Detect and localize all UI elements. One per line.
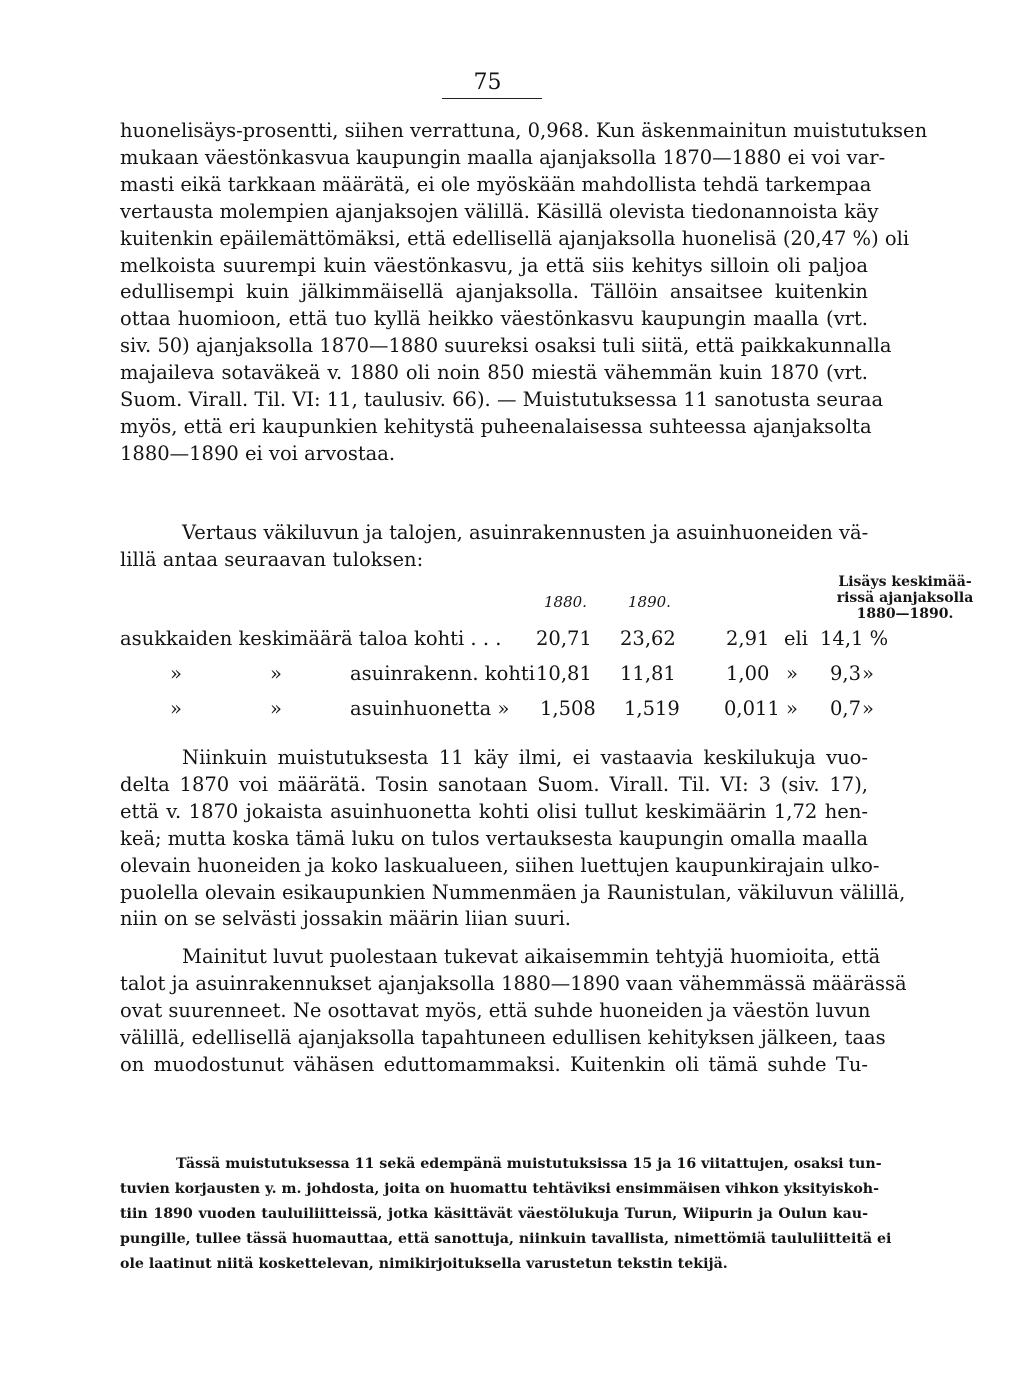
header-1880: 1880. [544, 593, 587, 611]
value-1880: 10,81 [536, 662, 592, 685]
increase-percent: 14,1 % [820, 627, 889, 650]
footnote-line: pungille, tullee tässä huomauttaa, että sanottuja, niinkuin tavallista, nimettömiä taululiitteitä ei [120, 1231, 892, 1247]
ditto-mark: » [862, 662, 874, 685]
row-label: asuinhuonetta » [350, 697, 510, 720]
text-line: Vertaus väkiluvun ja talojen, asuinrakennusten ja asuinhuoneiden vä- [182, 521, 869, 544]
value-1880: 20,71 [536, 627, 592, 650]
footnote-line: tiin 1890 vuoden tauluiliitteissä, jotka käsittävät väestölukuja Turun, Wiipurin ja Oulun kau- [120, 1206, 868, 1222]
text-line: siv. 50) ajanjaksolla 1870—1880 suureksi osaksi tuli siitä, että paikkakunnalla [120, 334, 892, 358]
paragraph-4 [120, 944, 907, 1079]
text-line: myös, että eri kaupunkien kehitystä puheenalaisessa suhteessa ajanjaksolta [120, 414, 872, 438]
text-line: puolella olevain esikaupunkien Nummenmäen ja Raunistulan, väkiluvun välillä, [120, 880, 906, 904]
increase-header [820, 574, 990, 622]
text-line: huonelisäys-prosentti, siihen verrattuna, 0,968. Kun äskenmainitun muistutuksen [120, 119, 928, 142]
text-line: melkoista suurempi kuin väestönkasvu, ja että siis kehitys silloin oli paljoa [120, 253, 868, 277]
text-line: on muodostunut vähäsen eduttomammaksi. Kuitenkin oli tämä suhde Tu- [120, 1052, 868, 1076]
text-line: ovat suurenneet. Ne osottavat myös, että suhde huoneiden ja väestön luvun [120, 998, 871, 1022]
text-line: mukaan väestönkasvua kaupungin maalla ajanjaksolla 1870—1880 ei voi var- [120, 145, 886, 169]
increase-value: 1,00 [726, 662, 770, 685]
text-line: olevain huoneiden ja koko laskualueen, siihen luettujen kaupunkirajain ulko- [120, 853, 880, 877]
paragraph-1 [120, 118, 928, 468]
footnote-line: tuvien korjausten y. m. johdosta, joita on huomattu tehtäviksi ensimmäisen vihkon yksityiskoh- [120, 1181, 879, 1197]
text-line: lillä antaa seuraavan tuloksen: [120, 547, 424, 571]
ditto-mark: » [786, 662, 798, 685]
value-1880: 1,508 [540, 697, 596, 720]
connector: eli [784, 627, 809, 650]
paragraph-3 [120, 745, 906, 933]
text-line: edullisempi kuin jälkimmäisellä ajanjaksolla. Tällöin ansaitsee kuitenkin [120, 280, 868, 304]
comparison-table [120, 574, 974, 724]
text-line: keä; mutta koska tämä luku on tulos vertauksesta kaupungin omalla maalla [120, 826, 868, 850]
text-line: talot ja asuinrakennukset ajanjaksolla 1880—1890 vaan vähemmässä määrässä [120, 971, 907, 995]
increase-header-line: Lisäys keskimää- [838, 574, 972, 590]
value-1890: 1,519 [624, 697, 680, 720]
row-label: asukkaiden keskimäärä taloa kohti . . . [120, 627, 502, 650]
ditto-mark: » [170, 662, 182, 685]
ditto-mark: » [270, 697, 282, 720]
increase-percent: 9,3 [830, 662, 862, 685]
text-line: delta 1870 voi määrätä. Tosin sanotaan Suom. Virall. Til. VI: 3 (siv. 17), [120, 772, 868, 796]
paragraph-2 [120, 520, 868, 574]
increase-header-line: rissä ajanjaksolla [836, 590, 974, 606]
ditto-mark: » [862, 697, 874, 720]
text-line: että v. 1870 jokaista asuinhuonetta kohti olisi tullut keskimäärin 1,72 hen- [120, 799, 868, 823]
text-line: Suom. Virall. Til. VI: 11, taulusiv. 66). — Muistutuksessa 11 sanotusta seuraa [120, 388, 884, 412]
ditto-mark: » [170, 697, 182, 720]
text-line: majaileva sotaväkeä v. 1880 oli noin 850 miestä vähemmän kuin 1870 (vrt. [120, 361, 868, 385]
value-1890: 11,81 [620, 662, 676, 685]
page-number: 75 [473, 70, 502, 95]
footnote [120, 1152, 892, 1277]
ditto-mark: » [270, 662, 282, 685]
page-number-rule [442, 98, 542, 99]
increase-header-line: 1880—1890. [856, 606, 954, 622]
increase-percent: 0,7 [830, 697, 862, 720]
value-1890: 23,62 [620, 627, 676, 650]
text-line: masti eikä tarkkaan määrätä, ei ole myöskään mahdollista tehdä tarkempaa [120, 172, 872, 196]
text-line: Mainitut luvut puolestaan tukevat aikaisemmin tehtyjä huomioita, että [182, 945, 881, 968]
footnote-line: ole laatinut niitä koskettelevan, nimikirjoituksella varustetun tekstin tekijä. [120, 1256, 728, 1272]
text-line: kuitenkin epäilemättömäksi, että edellisellä ajanjaksolla huonelisä (20,47 %) oli [120, 226, 910, 250]
increase-value: 2,91 [726, 627, 770, 650]
text-line: Niinkuin muistutuksesta 11 käy ilmi, ei vastaavia keskilukuja vuo- [182, 746, 868, 769]
text-line: välillä, edellisellä ajanjaksolla tapahtuneen edullisen kehityksen jälkeen, taas [120, 1025, 886, 1049]
text-line: ottaa huomioon, että tuo kyllä heikko väestönkasvu kaupungin maalla (vrt. [120, 307, 868, 331]
text-line: niin on se selvästi jossakin määrin liian suuri. [120, 907, 572, 931]
increase-value: 0,011 [724, 697, 780, 720]
row-label: asuinrakenn. kohti [350, 662, 535, 685]
footnote-line: Tässä muistutuksessa 11 sekä edempänä muistutuksissa 15 ja 16 viitattujen, osaksi tun- [176, 1156, 882, 1172]
text-line: 1880—1890 ei voi arvostaa. [120, 441, 396, 465]
text-line: vertausta molempien ajanjaksojen välillä. Käsillä olevista tiedonannoista käy [120, 199, 879, 223]
ditto-mark: » [786, 697, 798, 720]
header-1890: 1890. [628, 593, 671, 611]
